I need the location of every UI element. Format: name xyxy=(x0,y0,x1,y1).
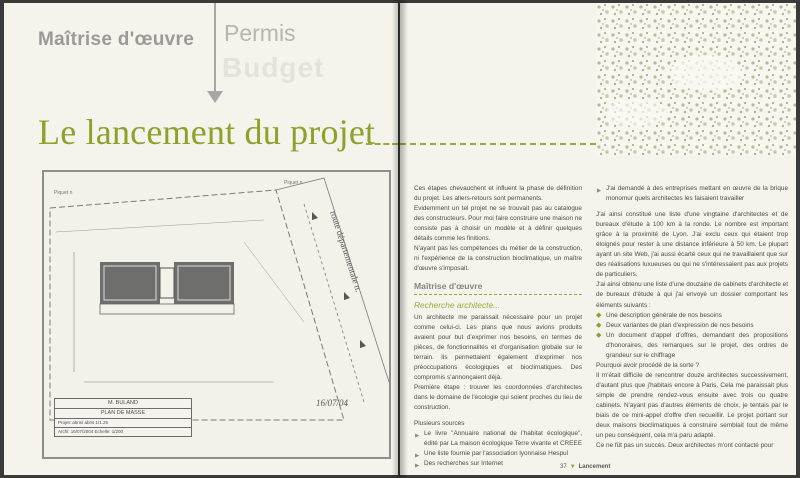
paragraph: J'ai ainsi constitué une liste d'une vingtaine d'architectes et de bureaux d'étude à 100 km à la ronde. Le nombre est important grâce à la proximité de Lyon. J'ai exclu ceux qui étaient trop éloignés pour rester à une distance inférieure à 50 km. Le plupart ayant un site Web, j'ai aussi écarté ceux qui ne travaillaient que sur des réalisations luxueuses ou qui ne s'intéressaient pas aux projets de particuliers. xyxy=(596,211,788,279)
terrace-outline xyxy=(100,304,234,314)
plot-boundary xyxy=(50,190,344,420)
paragraph: Il m'était difficile de rencontrer douze architectes successivement, d'autant plus que j'habitais encore à Paris. Cela me paraissait plus simple de prendre rendez-vous ensuite avec trois ou quatre cabinets. N'ayant pas d'autres éléments de choix, je tentais par le biais de ce mini-appel d'offre d'en recueillir. Le projet portant sur deux maisons bioclimatiques à construire semblait tout de même un peu conséquent, cela m'a paru adapté. xyxy=(596,371,788,440)
connector-block xyxy=(160,268,174,298)
intro-paragraph-1: Ces étapes chevauchent et influent la phase de définition du projet. Les allers-retours sont permanents. xyxy=(414,185,582,203)
texture-highlight-2 xyxy=(606,99,666,127)
source-item: ▶ J'ai demandé à des entreprises mettant en œuvre de la brique monomur quels architectes les faisaient travailler xyxy=(597,185,788,203)
plan-note-2: Piquet n xyxy=(284,180,303,186)
next-topic-budget: Budget xyxy=(222,52,325,83)
road-label: route départementale n. xyxy=(328,209,364,294)
down-arrow-icon xyxy=(207,91,223,103)
source-item: ▶ Une liste fournie par l'association lyonnaise Hespul xyxy=(414,449,582,459)
book-gutter xyxy=(392,0,408,478)
north-arrow-icon xyxy=(312,212,318,220)
triangle-bullet-icon: ▶ xyxy=(415,433,420,440)
access-arrow-icon-2 xyxy=(360,340,366,348)
date-signature: 16/07/04 xyxy=(316,398,349,408)
body-paragraph-1: Un architecte me paraissait nécessaire pour un projet comme celui-ci. Les plans que nous avions produits avaient pour but d'exprimer nos besoins, en termes de pièces, de fonctionnalités et d'organisation globale sur le terrain. Ils permettaient également d'exprimer nos préoccupations écologiques et bioclimatiques. Des compromis s'annonçaient déjà. xyxy=(414,313,582,381)
road-edge-line xyxy=(276,178,389,382)
texture-photo-svg xyxy=(596,3,796,155)
subheading: Recherche architecte... xyxy=(414,300,501,311)
element-item: ◆ Un document d'appel d'offres, demandant des propositions d'honoraires, des remarques sur le projet, des ordres de grandeur sur le chiffrage xyxy=(596,331,788,359)
title-dashed-rule-continued xyxy=(400,143,596,145)
intro-paragraph-2: Evidemment un tel projet ne se trouvait pas au catalogue des constructeurs. Pour moi faire construire une maison ne consiste pas à choisir un modèle et à définir quelques détails comme les finitions. xyxy=(414,205,582,243)
footer-arrow-icon: ▼ xyxy=(569,464,576,470)
access-arrow-icon xyxy=(344,292,350,300)
page-number: 37 xyxy=(560,464,567,470)
house-block-2 xyxy=(174,262,234,304)
body-paragraph-2: Première étape : trouver les coordonnées d'architectes dans le domaine de l'écologie qui soient proches du lieu de construction. xyxy=(414,383,582,411)
survey-line xyxy=(56,220,264,232)
cartouche-line-1: Projet: abris/ abris 1/1.25 xyxy=(55,419,191,428)
triangle-bullet-icon: ▶ xyxy=(415,463,420,470)
column-2 xyxy=(596,184,788,451)
cartouche-title: PLAN DE MASSE xyxy=(55,409,191,419)
diamond-bullet-icon: ◆ xyxy=(596,331,602,339)
footer-section: Lancement xyxy=(578,464,611,470)
triangle-bullet-icon: ▶ xyxy=(415,453,420,460)
house-block-1 xyxy=(100,262,160,304)
chapter-title: Le lancement du projet xyxy=(38,112,376,152)
element-item: ◆ Une description générale de nos besoins xyxy=(596,311,788,321)
paragraph: Ce ne fût pas un succès. Deux architectes m'ont contacté pour xyxy=(596,442,774,450)
source-item: ▶ Des recherches sur Internet xyxy=(414,459,582,469)
element-item: ◆ Deux variantes de plan d'expression de nos besoins xyxy=(596,321,788,331)
cartouche-name: M. BULAND xyxy=(55,399,191,409)
sources-label: Plusieurs sources xyxy=(414,419,465,427)
texture-highlight xyxy=(670,55,742,91)
plan-note: Piquet n xyxy=(54,190,73,196)
section-label: Maîtrise d'œuvre xyxy=(38,29,195,50)
left-page xyxy=(4,3,398,475)
paragraph: J'ai ainsi obtenu une liste d'une douzaine de cabinets d'architecte et de bureaux d'étude à qui j'ai envoyé un dossier comportant les éléments suivants : xyxy=(596,281,788,309)
source-item: ▶ Le livre "Annuaire national de l'habitat écologique", édité par La maison écologique Terre vivante et CREEE xyxy=(415,430,582,448)
site-plan-drawing xyxy=(42,170,391,459)
section-heading: Maîtrise d'œuvre xyxy=(414,281,582,295)
texture-photo xyxy=(596,3,796,155)
cartouche-line-2: Archi: 16/07/2004 Echelle: 1/200 xyxy=(58,429,124,434)
diamond-bullet-icon: ◆ xyxy=(596,321,602,329)
triangle-bullet-icon: ▶ xyxy=(597,188,602,194)
diamond-bullet-icon: ◆ xyxy=(596,311,602,319)
page-footer xyxy=(560,464,610,470)
next-topic-permis: Permis xyxy=(224,20,296,46)
intro-paragraph-3: N'ayant pas les compétences du métier de la construction, ni l'expérience de la construction bioclimatique, un maître d'œuvre s'imposait. xyxy=(414,245,582,273)
header-divider-line xyxy=(214,3,216,95)
column-1 xyxy=(414,184,582,469)
title-block xyxy=(54,398,192,437)
question-line: Pourquoi avoir procédé de la sorte ? xyxy=(596,361,700,369)
road-center-line xyxy=(304,204,364,402)
